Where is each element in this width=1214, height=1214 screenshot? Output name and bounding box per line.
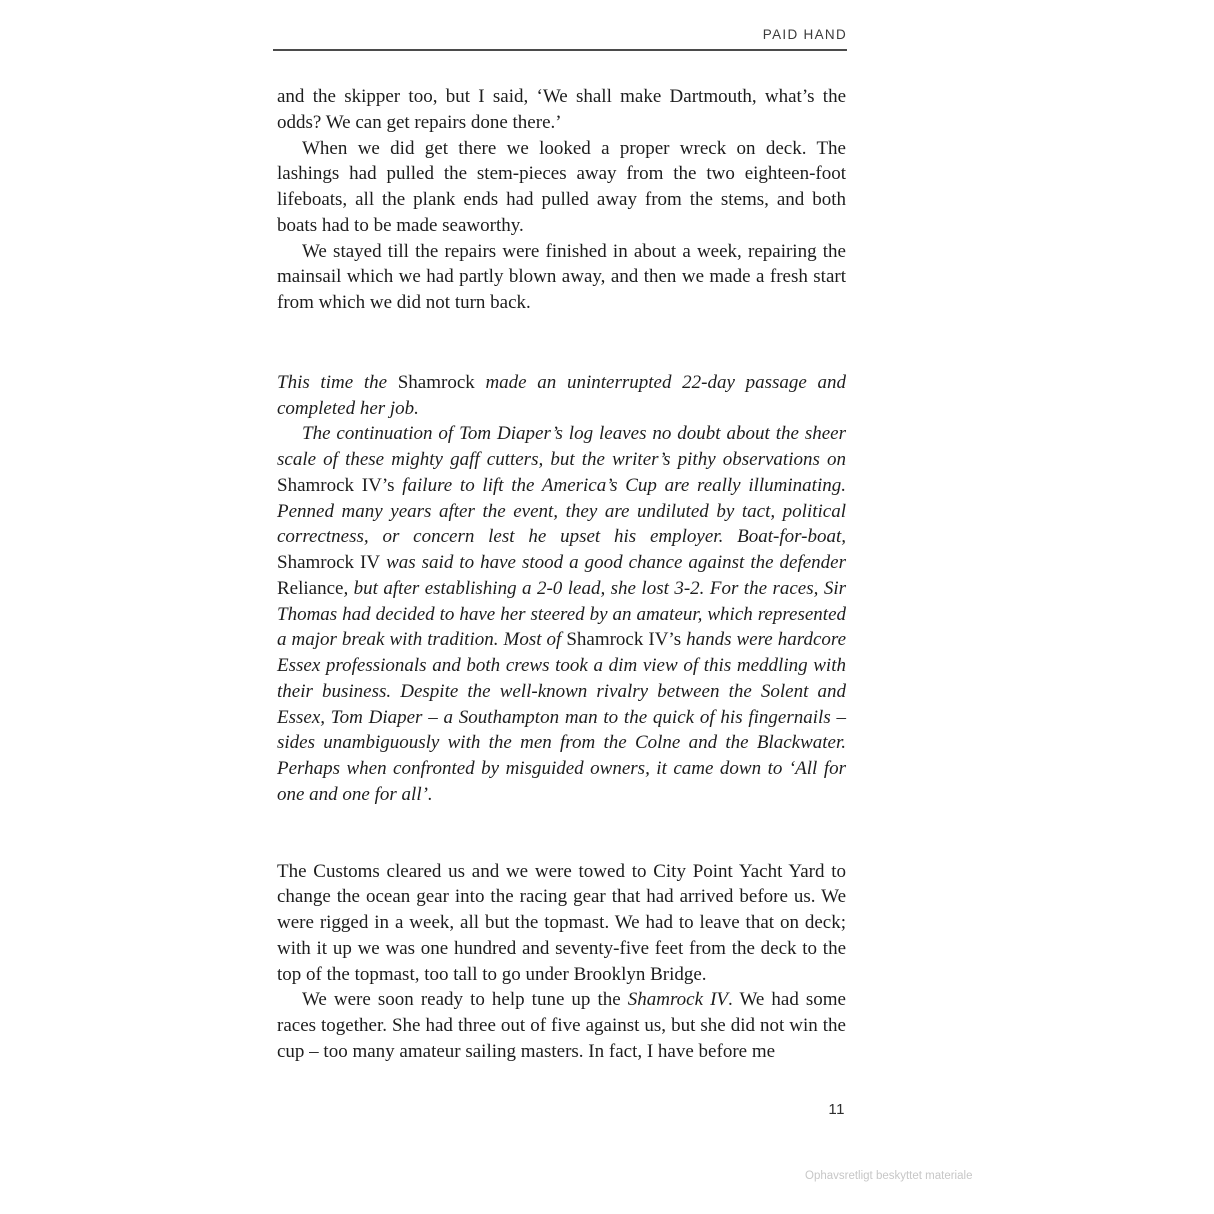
running-header-title: PAID HAND — [762, 27, 847, 42]
copyright-notice: Ophavsretligt beskyttet materiale — [805, 1170, 973, 1182]
text-segment: Shamrock — [397, 371, 475, 393]
paragraph — [277, 859, 846, 988]
text-segment: was said to have stood a good chance against the defender — [380, 552, 847, 573]
paragraph — [277, 987, 846, 1064]
paragraph — [277, 370, 846, 422]
text-segment: Shamrock IV’s — [277, 474, 395, 496]
text-segment: We were soon ready to help tune up the — [302, 989, 628, 1011]
paragraph-gap — [277, 808, 846, 859]
header-rule — [273, 49, 847, 51]
text-segment: When we did get there we looked a proper wreck on deck. The lashings had pulled the stem-pieces away from the two eighteen-foot lifeboats, all the plank ends had pulled away from the stems, and both boats had to be made seaworthy. — [277, 137, 846, 236]
paragraph — [277, 421, 846, 807]
page-number: 11 — [828, 1101, 845, 1118]
text-segment: The continuation of Tom Diaper’s log leaves no doubt about the sheer scale of these mighty gaff cutters, but the writer’s pithy observations on — [277, 423, 846, 470]
text-segment: failure to lift the America’s Cup are really illuminating. Penned many years after the event, they are undiluted by tact, political correctness, or concern lest he upset his employer. Boat-for-boat, — [277, 474, 846, 548]
text-segment: Shamrock IV — [627, 989, 729, 1011]
text-segment: hands were hardcore Essex professionals and both crews took a dim view of this meddling with their business. Despite the well-known rivalry between the Solent and Essex, Tom Diaper – a Southampton man to the quick of his fingernails – sides unambiguously with the men from the Colne and the Blackwater. Perhaps when confronted by misguided owners, it came down to ‘All for one and one for all’. — [277, 629, 846, 805]
text-segment: We stayed till the repairs were finished in about a week, repairing the mainsail which we had partly blown away, and then we made a fresh start from which we did not turn back. — [277, 240, 846, 313]
text-segment: Shamrock IV — [277, 552, 381, 573]
text-segment: The Customs cleared us and we were towed to City Point Yacht Yard to change the ocean gear into the racing gear that had arrived before us. We were rigged in a week, all but the topmast. We had to leave that on deck; with it up we was one hundred and seventy-five feet from the deck to the top of the topmast, too tall to go under Brooklyn Bridge. — [277, 860, 846, 985]
paragraph-gap — [277, 316, 846, 370]
text-segment: Reliance — [277, 577, 344, 599]
text-segment: made an uninterrupted 22-day passage and completed her job. — [277, 371, 846, 419]
paragraph — [277, 136, 846, 239]
text-segment: , but after establishing a 2-0 lead, she lost 3-2. For the races, Sir Thomas had decided to have her steered by an amateur, which represented a major break with tradition. Most of — [277, 577, 846, 651]
paragraph — [277, 84, 846, 136]
text-segment: and the skipper too, but I said, ‘We shall make Dartmouth, what’s the odds? We can get repairs done there.’ — [277, 86, 846, 133]
paragraph — [277, 239, 846, 316]
text-segment: . We had some races together. She had three out of five against us, but she did not win the cup – too many amateur sailing masters. In fact, I have before me — [277, 989, 846, 1062]
text-column — [277, 84, 846, 1065]
text-segment: This time the — [277, 371, 398, 393]
text-segment: Shamrock IV’s — [566, 629, 682, 651]
